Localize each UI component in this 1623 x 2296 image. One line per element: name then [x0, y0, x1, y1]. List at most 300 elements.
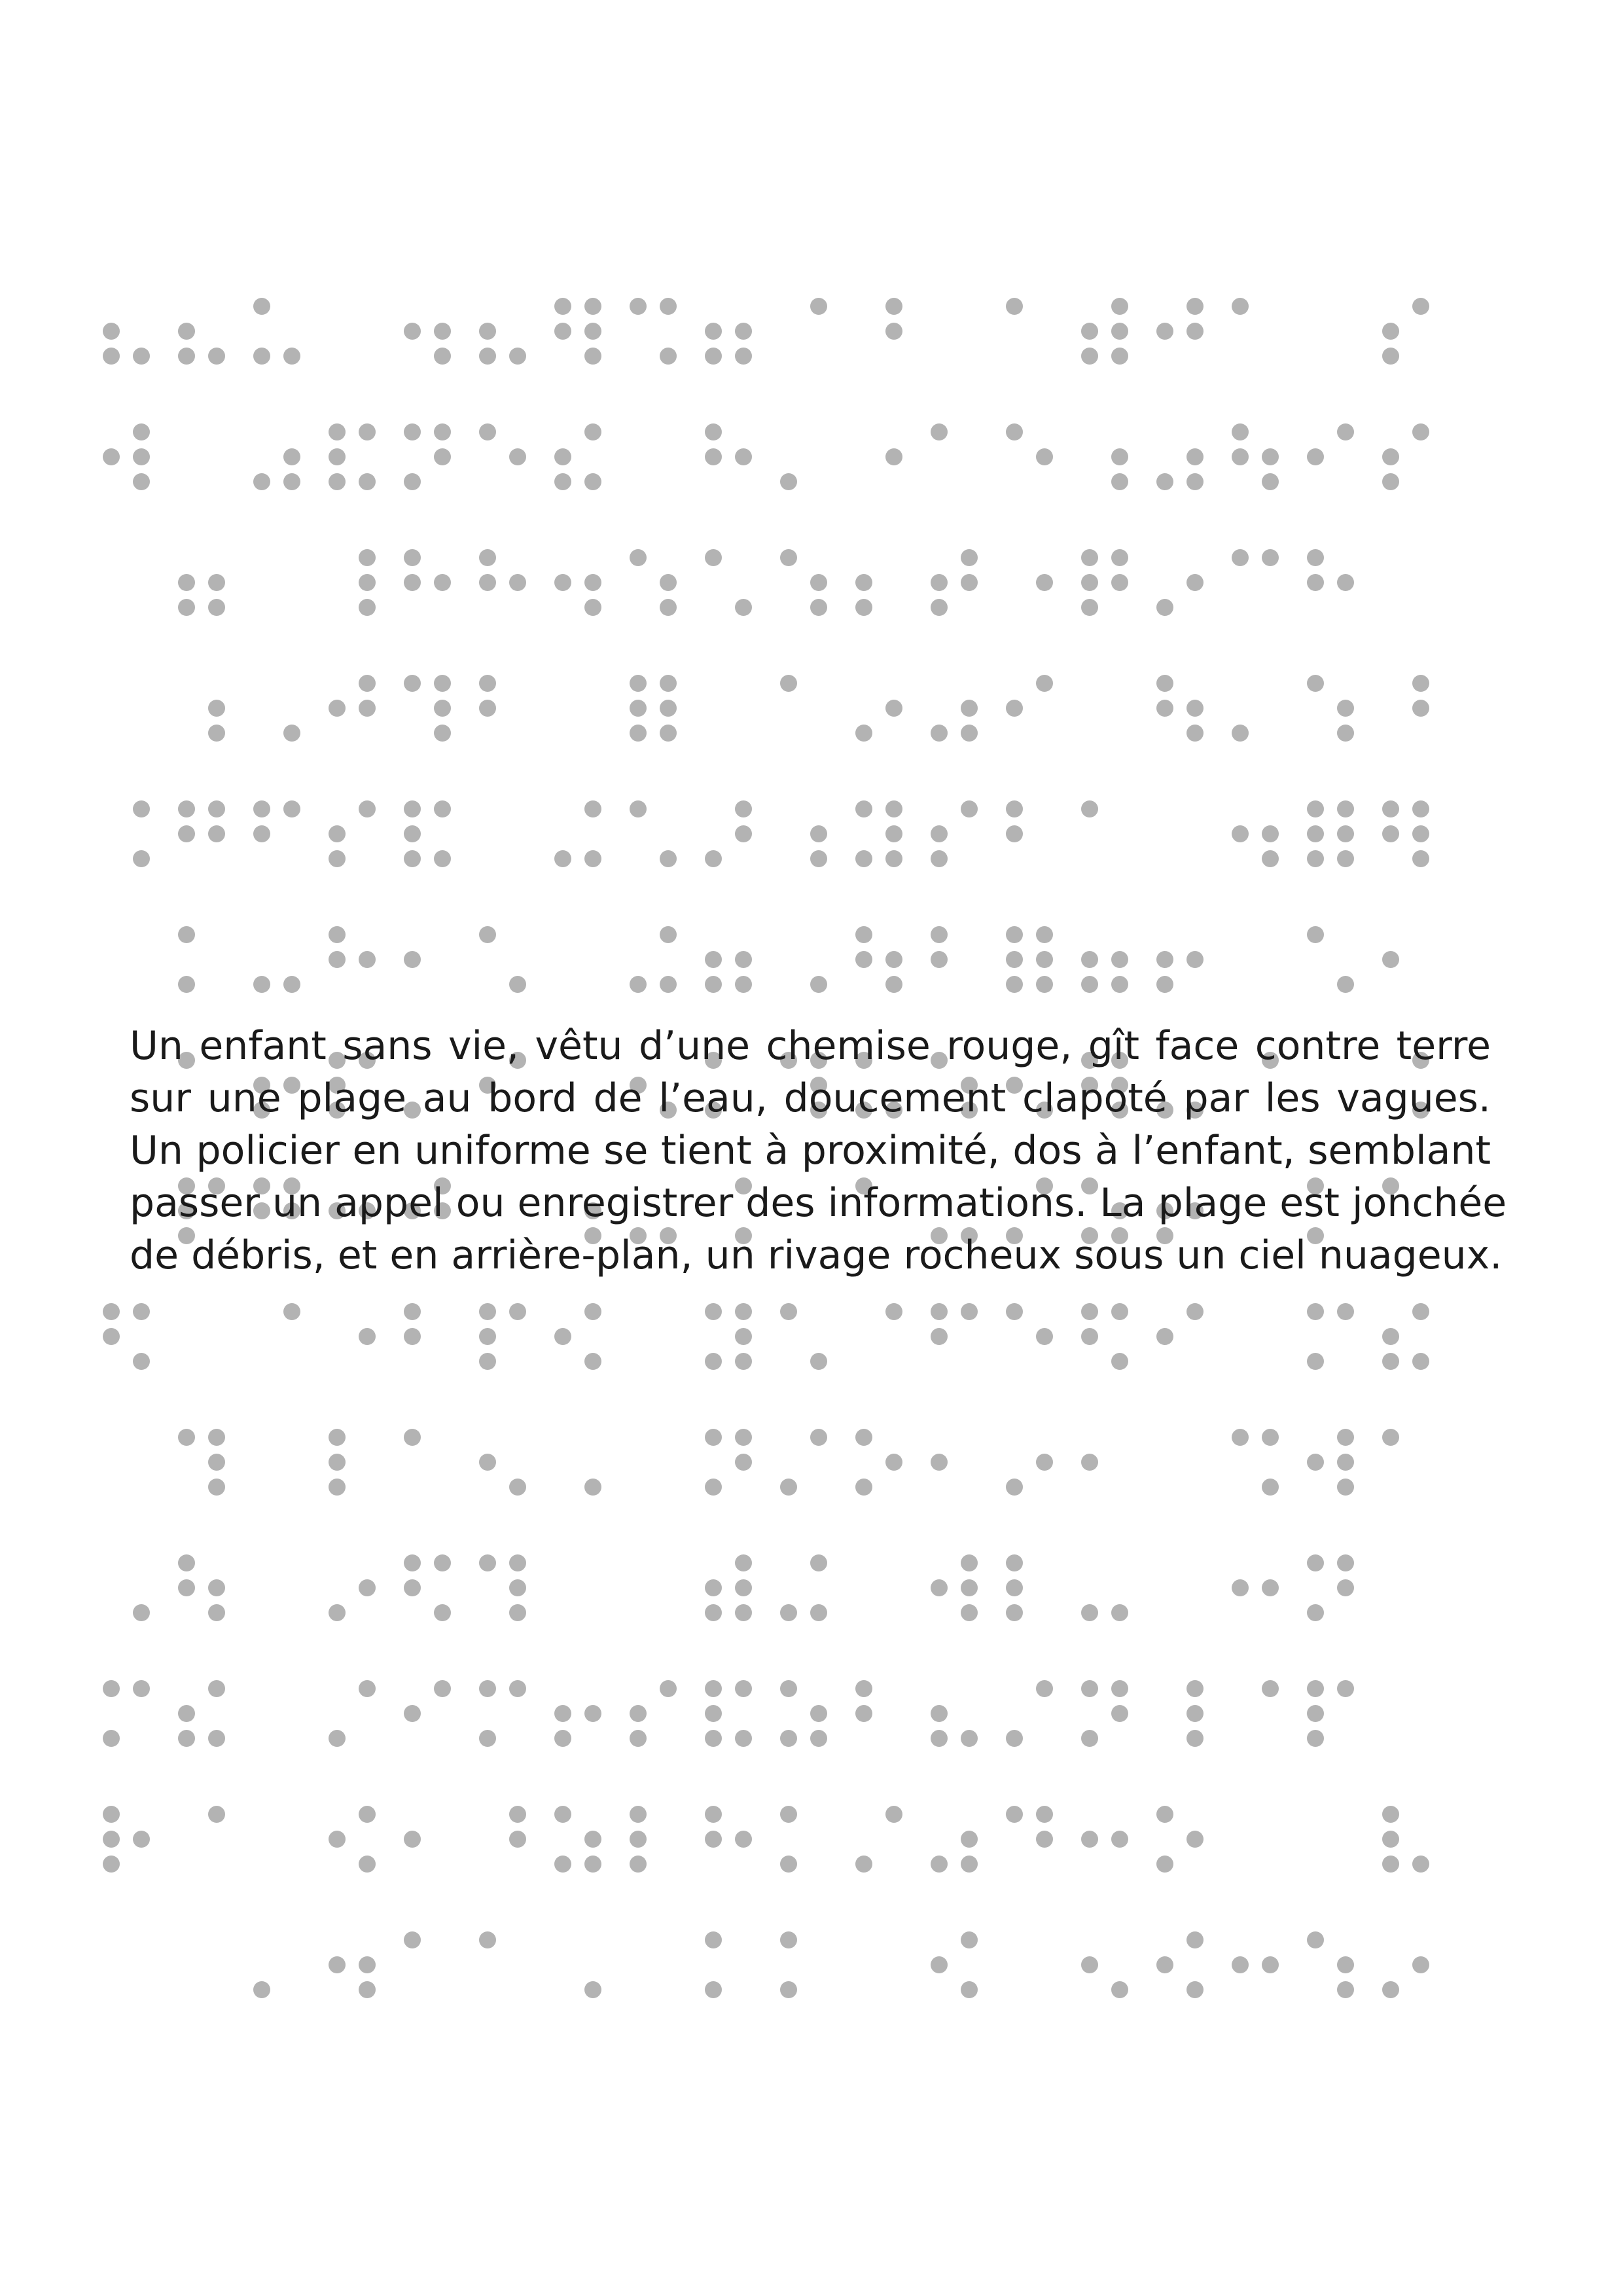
braille-dot — [359, 1981, 376, 1998]
braille-cell — [404, 1831, 421, 1848]
braille-dot — [178, 348, 195, 365]
braille-cell — [855, 1429, 902, 1496]
braille-dot — [1262, 1680, 1279, 1697]
braille-dot — [735, 1353, 752, 1370]
braille-dot — [1307, 1353, 1324, 1370]
braille-dot — [735, 1579, 752, 1596]
braille-dot — [931, 850, 948, 867]
braille-dot — [1006, 800, 1023, 817]
braille-cell — [329, 1680, 376, 1747]
braille-dot — [404, 1429, 421, 1446]
braille-dot — [208, 348, 225, 365]
braille-cell — [404, 549, 451, 591]
braille-dot — [479, 700, 496, 717]
braille-dot — [705, 1429, 722, 1446]
braille-dot — [584, 850, 601, 867]
braille-dot — [434, 725, 451, 742]
caption-line-1: Un enfant sans vie, vêtu d’une chemise rouge, gît face contre terre — [130, 1023, 1491, 1069]
braille-dot — [1111, 951, 1128, 968]
braille-cell — [1081, 951, 1128, 993]
braille-dot — [283, 448, 300, 465]
braille-dot — [630, 700, 647, 717]
braille-dot — [208, 725, 225, 742]
braille-dot — [1036, 675, 1053, 692]
braille-dot — [705, 1579, 722, 1596]
braille-cell — [479, 926, 526, 993]
braille-dot — [103, 1328, 120, 1345]
braille-dot — [780, 675, 797, 692]
braille-dot — [554, 448, 571, 465]
braille-cell — [931, 1554, 978, 1621]
braille-dot — [404, 473, 421, 490]
braille-dot — [178, 800, 195, 817]
braille-cell — [554, 1705, 601, 1747]
braille-cell — [810, 298, 827, 315]
braille-dot — [1382, 800, 1399, 817]
braille-dot — [103, 323, 120, 340]
braille-cell — [554, 298, 601, 365]
braille-cell — [1232, 1429, 1279, 1496]
braille-dot — [705, 1931, 722, 1948]
braille-cell — [1081, 1303, 1128, 1370]
braille-dot — [359, 951, 376, 968]
braille-dot — [931, 599, 948, 616]
braille-dot — [961, 1831, 978, 1848]
braille-dot — [253, 825, 270, 842]
braille-dot — [810, 1429, 827, 1446]
braille-dot — [178, 1705, 195, 1722]
braille-dot — [931, 725, 948, 742]
braille-cell — [1232, 423, 1279, 490]
braille-cell — [1232, 549, 1279, 566]
braille-dot — [509, 448, 526, 465]
braille-dot — [1382, 448, 1399, 465]
braille-dot — [961, 700, 978, 717]
braille-cell — [1232, 1956, 1279, 1973]
braille-dot — [630, 1806, 647, 1823]
braille-dot — [404, 1705, 421, 1722]
braille-dot — [1186, 1931, 1204, 1948]
braille-cell — [780, 549, 827, 616]
braille-cell — [1232, 1579, 1279, 1596]
braille-cell — [780, 1931, 797, 1998]
braille-cell — [329, 675, 376, 717]
braille-dot — [1006, 976, 1023, 993]
braille-dot — [434, 800, 451, 817]
braille-dot — [1337, 1956, 1354, 1973]
braille-dot — [810, 574, 827, 591]
braille-dot — [1111, 1705, 1128, 1722]
braille-dot — [329, 1831, 346, 1848]
braille-dot — [885, 951, 902, 968]
braille-cell — [1006, 926, 1053, 993]
braille-dot — [208, 1680, 225, 1697]
braille-dot — [705, 323, 722, 340]
braille-dot — [780, 473, 797, 490]
braille-dot — [554, 850, 571, 867]
braille-dot — [208, 1730, 225, 1747]
braille-dot — [735, 1328, 752, 1345]
braille-cell — [1156, 298, 1204, 340]
braille-dot — [660, 725, 677, 742]
caption-line-3: Un policier en uniforme se tient à proximité, dos à l’enfant, semblant — [130, 1128, 1491, 1174]
braille-dot — [1382, 348, 1399, 365]
braille-cell — [1412, 675, 1429, 717]
braille-dot — [554, 323, 571, 340]
braille-dot — [1307, 1705, 1324, 1722]
braille-dot — [253, 473, 270, 490]
braille-dot — [584, 574, 601, 591]
braille-dot — [133, 1831, 150, 1848]
braille-cell — [630, 800, 677, 867]
braille-dot — [509, 976, 526, 993]
braille-dot — [1036, 976, 1053, 993]
braille-cell — [630, 1806, 647, 1873]
braille-dot — [961, 1730, 978, 1747]
braille-dot — [178, 574, 195, 591]
braille-dot — [855, 574, 872, 591]
braille-cell — [931, 1303, 978, 1345]
braille-dot — [178, 1730, 195, 1747]
braille-dot — [660, 348, 677, 365]
braille-cell — [329, 800, 376, 867]
braille-cell — [855, 926, 902, 993]
braille-dot — [660, 700, 677, 717]
braille-dot — [133, 348, 150, 365]
braille-dot — [509, 574, 526, 591]
braille-dot — [660, 1680, 677, 1697]
braille-cell — [103, 1680, 150, 1747]
braille-dot — [1156, 473, 1173, 490]
braille-dot — [1111, 323, 1128, 340]
braille-dot — [584, 1831, 601, 1848]
braille-cell — [1111, 448, 1128, 490]
braille-dot — [554, 1705, 571, 1722]
braille-dot — [1111, 1831, 1128, 1848]
braille-cell — [1382, 298, 1429, 365]
braille-dot — [479, 675, 496, 692]
braille-dot — [1081, 599, 1098, 616]
braille-cell — [103, 423, 150, 490]
braille-dot — [1337, 1981, 1354, 1998]
braille-dot — [479, 423, 496, 440]
braille-dot — [660, 926, 677, 943]
braille-dot — [1186, 1705, 1204, 1722]
braille-dot — [509, 1831, 526, 1848]
braille-dot — [1111, 574, 1128, 591]
braille-dot — [1186, 1680, 1204, 1697]
braille-cell — [208, 700, 225, 742]
braille-cell — [1156, 1931, 1204, 1998]
braille-dot — [584, 800, 601, 817]
braille-cell — [1006, 298, 1023, 315]
braille-dot — [133, 1604, 150, 1621]
braille-dot — [1081, 348, 1098, 365]
braille-dot — [554, 473, 571, 490]
braille-dot — [1337, 1680, 1354, 1697]
braille-cell — [253, 448, 300, 490]
braille-dot — [660, 599, 677, 616]
braille-cell — [103, 1806, 150, 1873]
braille-dot — [1232, 298, 1249, 315]
braille-dot — [404, 800, 421, 817]
braille-dot — [1412, 1353, 1429, 1370]
braille-dot — [509, 1479, 526, 1496]
braille-dot — [1006, 1554, 1023, 1571]
braille-cell — [133, 1604, 150, 1621]
braille-dot — [434, 675, 451, 692]
braille-dot — [1307, 574, 1324, 591]
braille-dot — [509, 1604, 526, 1621]
braille-dot — [705, 1303, 722, 1320]
braille-dot — [1307, 1730, 1324, 1747]
braille-dot — [855, 1856, 872, 1873]
braille-dot — [208, 700, 225, 717]
braille-dot — [1081, 323, 1098, 340]
braille-dot — [359, 1806, 376, 1823]
braille-dot — [1307, 1604, 1324, 1621]
braille-dot — [283, 1303, 300, 1320]
braille-cell — [178, 1554, 225, 1621]
braille-cell — [1036, 574, 1053, 591]
braille-dot — [208, 800, 225, 817]
braille-dot — [1307, 850, 1324, 867]
braille-dot — [630, 976, 647, 993]
braille-dot — [1156, 1856, 1173, 1873]
braille-dot — [855, 1429, 872, 1446]
braille-dot — [1307, 549, 1324, 566]
braille-dot — [1232, 423, 1249, 440]
braille-dot — [705, 423, 722, 440]
braille-dot — [1262, 448, 1279, 465]
braille-dot — [961, 725, 978, 742]
braille-dot — [1307, 1454, 1324, 1471]
braille-dot — [329, 926, 346, 943]
braille-dot — [630, 725, 647, 742]
braille-dot — [208, 1806, 225, 1823]
braille-dot — [1111, 448, 1128, 465]
braille-dot — [1337, 850, 1354, 867]
braille-cell — [780, 1680, 827, 1747]
braille-cell — [1382, 1956, 1429, 1998]
braille-cell — [1156, 675, 1204, 742]
braille-dot — [1382, 1353, 1399, 1370]
braille-dot — [780, 1479, 797, 1496]
braille-cell — [404, 423, 451, 490]
braille-dot — [283, 725, 300, 742]
braille-dot — [1186, 725, 1204, 742]
braille-dot — [705, 549, 722, 566]
braille-cell — [931, 423, 948, 440]
braille-cell — [208, 1806, 225, 1823]
braille-dot — [931, 423, 948, 440]
braille-dot — [178, 976, 195, 993]
braille-dot — [1307, 800, 1324, 817]
braille-dot — [479, 1680, 496, 1697]
braille-dot — [1382, 1831, 1399, 1848]
braille-dot — [1382, 951, 1399, 968]
braille-dot — [329, 850, 346, 867]
braille-dot — [931, 951, 948, 968]
braille-dot — [1382, 1328, 1399, 1345]
braille-dot — [103, 1680, 120, 1697]
braille-dot — [1111, 1604, 1128, 1621]
braille-dot — [705, 1981, 722, 1998]
braille-dot — [735, 599, 752, 616]
braille-cell — [1307, 423, 1354, 465]
braille-cell — [1232, 825, 1279, 867]
braille-dot — [554, 1856, 571, 1873]
braille-dot — [404, 549, 421, 566]
braille-dot — [810, 850, 827, 867]
braille-dot — [584, 1479, 601, 1496]
braille-cell — [479, 1554, 526, 1621]
braille-cell — [584, 1981, 601, 1998]
braille-dot — [1412, 1303, 1429, 1320]
braille-dot — [133, 800, 150, 817]
braille-cell — [705, 951, 752, 993]
braille-cell — [554, 423, 601, 490]
braille-cell — [931, 800, 978, 867]
braille-dot — [554, 1806, 571, 1823]
braille-dot — [404, 1303, 421, 1320]
braille-cell — [705, 1931, 722, 1998]
braille-dot — [780, 1806, 797, 1823]
braille-dot — [103, 448, 120, 465]
braille-dot — [329, 825, 346, 842]
braille-dot — [434, 448, 451, 465]
braille-dot — [359, 574, 376, 591]
braille-cell — [283, 1303, 300, 1320]
braille-dot — [103, 1303, 120, 1320]
braille-dot — [1262, 1429, 1279, 1446]
braille-dot — [133, 850, 150, 867]
braille-dot — [359, 800, 376, 817]
braille-dot — [1262, 549, 1279, 566]
braille-dot — [208, 1579, 225, 1596]
braille-dot — [630, 298, 647, 315]
braille-cell — [705, 549, 752, 616]
braille-dot — [404, 574, 421, 591]
braille-dot — [735, 825, 752, 842]
braille-cell — [1307, 926, 1354, 993]
braille-dot — [359, 700, 376, 717]
braille-cell — [1156, 1806, 1204, 1873]
braille-dot — [705, 448, 722, 465]
braille-dot — [705, 1680, 722, 1697]
braille-dot — [780, 1856, 797, 1873]
braille-dot — [1111, 976, 1128, 993]
braille-cell — [359, 1328, 376, 1345]
braille-dot — [479, 574, 496, 591]
braille-cell — [178, 1429, 225, 1496]
braille-dot — [1036, 951, 1053, 968]
braille-cell — [103, 323, 150, 365]
braille-dot — [509, 1579, 526, 1596]
braille-dot — [630, 1856, 647, 1873]
braille-dot — [1262, 825, 1279, 842]
braille-dot — [133, 423, 150, 440]
braille-dot — [1412, 800, 1429, 817]
braille-dot — [735, 1454, 752, 1471]
braille-dot — [931, 574, 948, 591]
braille-dot — [584, 323, 601, 340]
braille-cell — [329, 1956, 376, 1998]
braille-cell — [780, 473, 797, 490]
braille-dot — [1412, 298, 1429, 315]
braille-dot — [1337, 800, 1354, 817]
braille-dot — [103, 1831, 120, 1848]
braille-dot — [1412, 423, 1429, 440]
braille-dot — [630, 549, 647, 566]
braille-dot — [1006, 926, 1023, 943]
braille-dot — [735, 1303, 752, 1320]
braille-dot — [630, 800, 647, 817]
braille-dot — [584, 1353, 601, 1370]
braille-dot — [1081, 1604, 1098, 1621]
braille-dot — [885, 800, 902, 817]
braille-cell — [329, 1429, 346, 1496]
braille-dot — [1186, 1981, 1204, 1998]
caption-line-5: de débris, et en arrière-plan, un rivage rocheux sous un ciel nuageux. — [130, 1232, 1503, 1278]
braille-cell — [1232, 298, 1249, 315]
braille-cell — [133, 800, 150, 867]
braille-cell — [1307, 675, 1354, 742]
braille-cell — [1156, 951, 1204, 993]
braille-dot — [1156, 951, 1173, 968]
braille-dot — [178, 825, 195, 842]
braille-dot — [1006, 1604, 1023, 1621]
braille-cell — [1006, 423, 1053, 465]
braille-dot — [931, 825, 948, 842]
braille-dot — [660, 574, 677, 591]
braille-dot — [931, 1705, 948, 1722]
braille-dot — [283, 348, 300, 365]
braille-dot — [1186, 298, 1204, 315]
braille-dot — [1081, 574, 1098, 591]
braille-cell — [630, 549, 677, 616]
braille-cell — [1186, 1680, 1204, 1747]
braille-cell — [404, 1680, 451, 1722]
braille-dot — [1156, 1806, 1173, 1823]
braille-dot — [1111, 1680, 1128, 1697]
braille-dot — [479, 549, 496, 566]
braille-dot — [479, 1303, 496, 1320]
braille-dot — [1186, 473, 1204, 490]
braille-dot — [961, 800, 978, 817]
braille-dot — [1081, 1454, 1098, 1471]
braille-cell — [479, 1303, 526, 1370]
braille-dot — [1081, 1303, 1098, 1320]
braille-dot — [705, 1730, 722, 1747]
braille-dot — [178, 1579, 195, 1596]
braille-dot — [434, 1680, 451, 1697]
braille-dot — [404, 675, 421, 692]
braille-dot — [705, 976, 722, 993]
braille-cell — [404, 675, 451, 742]
braille-dot — [961, 1579, 978, 1596]
braille-dot — [1111, 473, 1128, 490]
braille-dot — [1337, 725, 1354, 742]
braille-dot — [1307, 825, 1324, 842]
braille-cell — [1006, 1303, 1053, 1345]
braille-dot — [479, 1730, 496, 1747]
braille-dot — [103, 1856, 120, 1873]
braille-dot — [404, 423, 421, 440]
braille-dot — [1036, 448, 1053, 465]
braille-dot — [961, 574, 978, 591]
braille-cell — [554, 574, 601, 616]
